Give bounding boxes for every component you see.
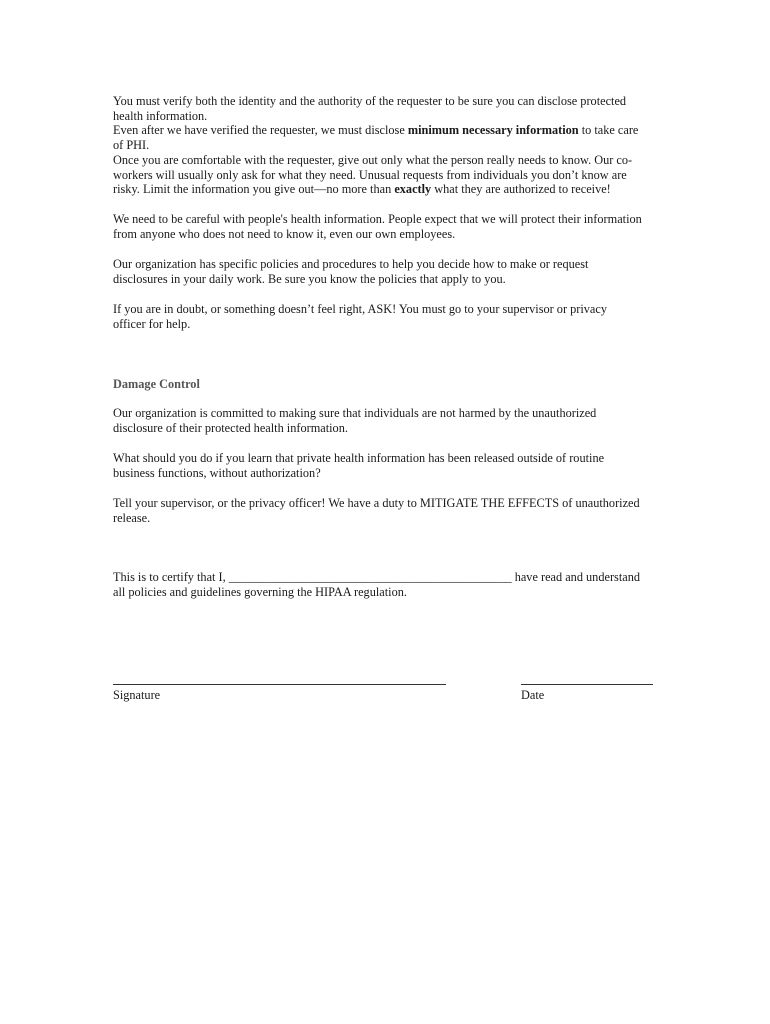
paragraph-what-to-do	[113, 451, 661, 480]
text-line: of PHI.	[113, 138, 150, 153]
bold-phrase: minimum necessary information	[407, 123, 579, 138]
bold-phrase: exactly	[394, 182, 432, 197]
paragraph-careful	[113, 212, 661, 241]
text-line: You must verify both the identity and the authority of the requester to be sure you can disclose protected	[113, 94, 627, 108]
text-line: risky. Limit the information you give out—no more than exactly what they are authorized to receive!	[113, 182, 611, 197]
text-line: all policies and guidelines governing the HIPAA regulation.	[113, 584, 407, 599]
paragraph-verify-requester	[113, 94, 661, 197]
text-line: workers will usually only ask for what they need. Unusual requests from individuals you don’t know are	[113, 167, 627, 182]
date-line[interactable]	[521, 684, 653, 685]
paragraph-policies	[113, 257, 661, 286]
section-heading: Damage Control	[113, 377, 200, 391]
text-line: Once you are comfortable with the requester, give out only what the person really needs to know. Our co-	[113, 152, 633, 167]
text-line: Tell your supervisor, or the privacy officer! We have a duty to MITIGATE THE EFFECTS of unauthorized	[113, 496, 640, 510]
date-label: Date	[521, 688, 545, 702]
paragraph-committed	[113, 406, 661, 435]
paragraph-mitigate	[113, 496, 661, 525]
text-line: disclosures in your daily work. Be sure you know the policies that apply to you.	[113, 271, 506, 286]
text-line: officer for help.	[113, 316, 191, 331]
signature-line[interactable]	[113, 684, 446, 685]
text-line: Our organization is committed to making sure that individuals are not harmed by the unauthorized	[113, 406, 597, 420]
text-line: This is to certify that I, ______________________________________________ have read and understand	[113, 570, 640, 584]
text-line: Even after we have verified the requester, we must disclose minimum necessary information to take care	[113, 123, 639, 138]
name-blank-field[interactable]: ______________________________________________	[228, 570, 512, 584]
paragraph-ask	[113, 302, 661, 331]
certification-statement	[113, 570, 661, 599]
text-line: If you are in doubt, or something doesn’t feel right, ASK! You must go to your supervisor or privacy	[113, 302, 607, 316]
text-line: We need to be careful with people's health information. People expect that we will protect their information	[113, 212, 642, 226]
text-line: business functions, without authorization?	[113, 465, 321, 480]
signature-label: Signature	[113, 688, 161, 702]
text-line: Our organization has specific policies and procedures to help you decide how to make or request	[113, 257, 589, 271]
text-line: What should you do if you learn that private health information has been released outside of routine	[113, 451, 605, 465]
text-line: release.	[113, 510, 151, 525]
text-line: health information.	[113, 108, 208, 123]
text-line: from anyone who does not need to know it, even our own employees.	[113, 226, 456, 241]
text-line: disclosure of their protected health information.	[113, 420, 348, 435]
